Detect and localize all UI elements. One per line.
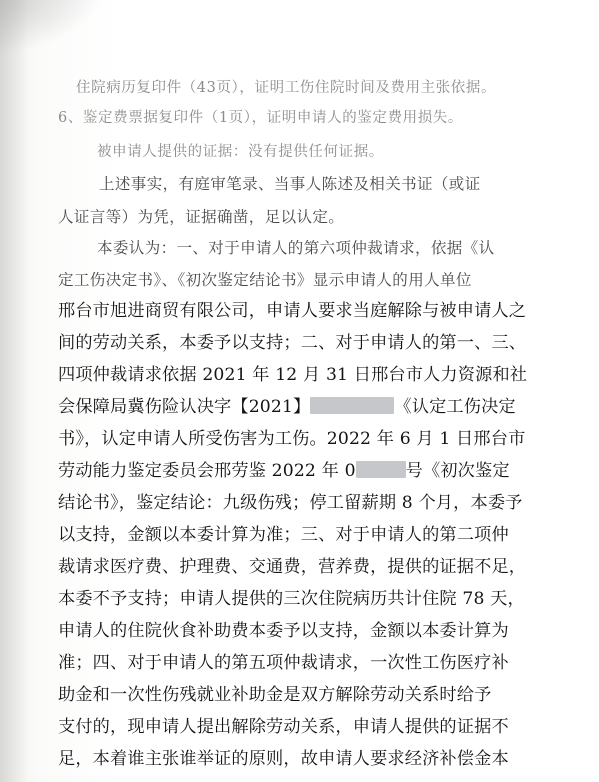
opinion-line-6-after-redaction: 《认定工伤决定 xyxy=(394,397,516,417)
facts-line-2: 人证言等）为凭，证据确凿，足以认定。 xyxy=(58,208,345,226)
redaction-block xyxy=(310,397,394,414)
opinion-line-3: 邢台市旭进商贸有限公司，申请人要求当庭解除与被申请人之 xyxy=(58,301,527,321)
redaction-block xyxy=(356,461,406,478)
opinion-line-5: 四项仲裁请求依据 2021 年 12 月 31 日邢台市人力资源和社 xyxy=(58,365,528,385)
opinion-line-1: 本委认为：一、对于申请人的第六项仲裁请求，依据《认 xyxy=(97,239,495,257)
opinion-line-8 xyxy=(0,460,558,482)
opinion-line-6-before-redaction: 会保障局冀伤险认决字【2021】 xyxy=(58,397,311,417)
respondent-evidence-line: 被申请人提供的证据：没有提供任何证据。 xyxy=(97,144,384,160)
opinion-line-12: 本委不予支持；申请人提供的三次住院病历共计住院 78 天， xyxy=(58,589,525,609)
opinion-line-8-after-redaction: 号《初次鉴定 xyxy=(405,461,510,481)
opinion-line-7: 书》，认定申请人所受伤害为工伤。2022 年 6 月 1 日邢台市 xyxy=(58,429,526,449)
evidence-line-hospital-records: 住院病历复印件（43页），证明工伤住院时间及费用主张依据。 xyxy=(76,80,497,96)
facts-line-1: 上述事实，有庭审笔录、当事人陈述及相关书证（或证 xyxy=(99,175,481,193)
evidence-line-appraisal-fee: 6、鉴定费票据复印件（1页），证明申请人的鉴定费用损失。 xyxy=(58,110,463,126)
opinion-line-2: 定工伤决定书》、《初次鉴定结论书》显示申请人的用人单位 xyxy=(58,271,472,289)
opinion-line-15: 助金和一次性伤残就业补助金是双方解除劳动关系时给予 xyxy=(58,685,492,705)
opinion-line-10: 以支持，金额以本委计算为准；三、对于申请人的第二项仲 xyxy=(58,525,509,545)
opinion-line-11: 裁请求医疗费、护理费、交通费，营养费，提供的证据不足， xyxy=(58,557,527,577)
opinion-line-9: 结论书》，鉴定结论：九级伤残；停工留薪期 8 个月，本委予 xyxy=(58,493,523,513)
opinion-line-13: 申请人的住院伙食补助费本委予以支持，金额以本委计算为 xyxy=(58,621,509,641)
opinion-line-16: 支付的，现申请人提出解除劳动关系，申请人提供的证据不 xyxy=(58,717,509,737)
opinion-line-6 xyxy=(0,396,558,418)
opinion-line-14: 准；四、对于申请人的第五项仲裁请求，一次性工伤医疗补 xyxy=(58,653,509,673)
opinion-line-4: 间的劳动关系，本委予以支持；二、对于申请人的第一、三、 xyxy=(58,333,527,353)
opinion-line-17: 足，本着谁主张谁举证的原则，故申请人要求经济补偿金本 xyxy=(58,749,509,769)
opinion-line-8-before-redaction: 劳动能力鉴定委员会邢劳鉴 2022 年 0 xyxy=(58,461,356,481)
